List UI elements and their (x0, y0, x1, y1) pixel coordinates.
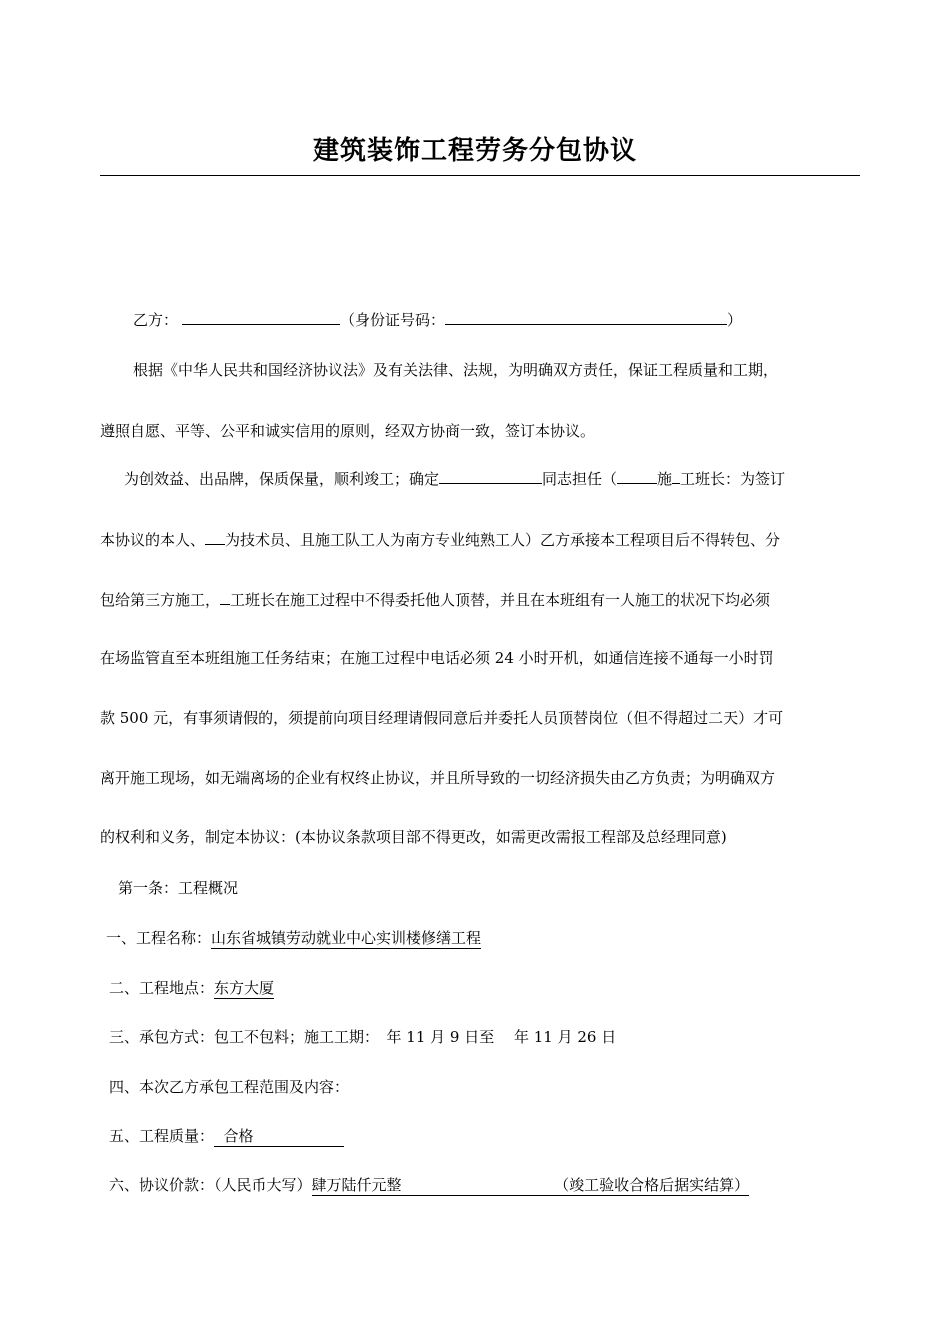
role-blank[interactable] (617, 467, 657, 484)
project-location-value: 东方大厦 (214, 979, 275, 997)
party-b-id-close: ） (727, 311, 743, 329)
document-title: 建筑装饰工程劳务分包协议 (312, 136, 637, 166)
para-line-1 (124, 467, 785, 489)
item1-label: 一、工程名称： (106, 929, 212, 947)
assignee-blank[interactable] (439, 467, 542, 484)
item-project-name (106, 928, 481, 948)
party-b-id-label: （身份证号码： (340, 311, 446, 329)
price-value: 肆万陆仟元整 （竣工验收合格后据实结算） (311, 1176, 750, 1194)
intro-line-1: 根据《中华人民共和国经济协议法》及有关法律、法规，为明确双方责任，保证工程质量和工期， (133, 361, 779, 379)
para-l3-text-a: 包给第三方施工， (100, 591, 221, 609)
para-l3-text-b: 工班长在施工过程中不得委托他人顶替，并且在本班组有一人施工的状况下均必须 (230, 591, 771, 609)
item-contract-method: 三、承包方式：包工不包料；施工工期： 年 11 月 9 日至 年 11 月 26 日 (109, 1028, 617, 1046)
item2-label: 二、工程地点： (109, 979, 215, 997)
para-l1-text-a: 为创效益、出品牌，保质保量，顺利竣工；确定 (124, 470, 440, 488)
para-l1-text-b: 同志担任（ (542, 470, 618, 488)
item-price (109, 1175, 749, 1195)
para-line-7: 的权利和义务，制定本协议：(本协议条款项目部不得更改，如需更改需报工程部及总经理同意) (100, 828, 727, 846)
para-line-3 (100, 588, 770, 610)
para-l2-text-a: 本协议的本人、 (100, 531, 206, 549)
quality-value: 合格 (214, 1127, 345, 1145)
item-quality (109, 1126, 344, 1146)
para-l2-text-b: 为技术员、且施工队工人为南方专业纯熟工人）乙方承接本工程项目后不得转包、分 (225, 531, 781, 549)
intro-line-2: 遵照自愿、平等、公平和诚实信用的原则，经双方协商一致，签订本协议。 (100, 422, 596, 440)
party-b-id-blank[interactable] (445, 308, 727, 325)
para-l1-text-c: 施 (657, 470, 673, 488)
role-blank-2[interactable] (672, 467, 680, 484)
party-b-label: 乙方： (133, 311, 179, 329)
item-project-location (109, 978, 274, 998)
para-line-5: 款 500 元，有事须请假的，须提前向项目经理请假同意后并委托人员顶替岗位（但不得超过二天）才可 (100, 709, 784, 727)
para-line-4: 在场监管直至本班组施工任务结束；在施工过程中电话必须 24 小时开机，如通信连接不通每一小时罚 (100, 649, 774, 667)
project-name-value: 山东省城镇劳动就业中心实训楼修缮工程 (211, 929, 482, 947)
para-line-6: 离开施工现场，如无端离场的企业有权终止协议，并且所导致的一切经济损失由乙方负责；为明确双方 (100, 769, 776, 787)
item-scope: 四、本次乙方承包工程范围及内容： (109, 1078, 350, 1096)
team-lead-blank[interactable] (220, 588, 230, 605)
item5-label: 五、工程质量： (109, 1127, 215, 1145)
technician-blank[interactable] (205, 528, 225, 545)
article-1-heading: 第一条：工程概况 (118, 879, 239, 897)
para-line-2 (100, 528, 780, 550)
item6-label: 六、协议价款：（人民币大写） (109, 1176, 312, 1194)
title-divider (100, 175, 860, 176)
party-b-name-blank[interactable] (182, 308, 340, 325)
para-l1-text-d: 工班长：为签订 (680, 470, 786, 488)
party-b-line (133, 308, 742, 330)
